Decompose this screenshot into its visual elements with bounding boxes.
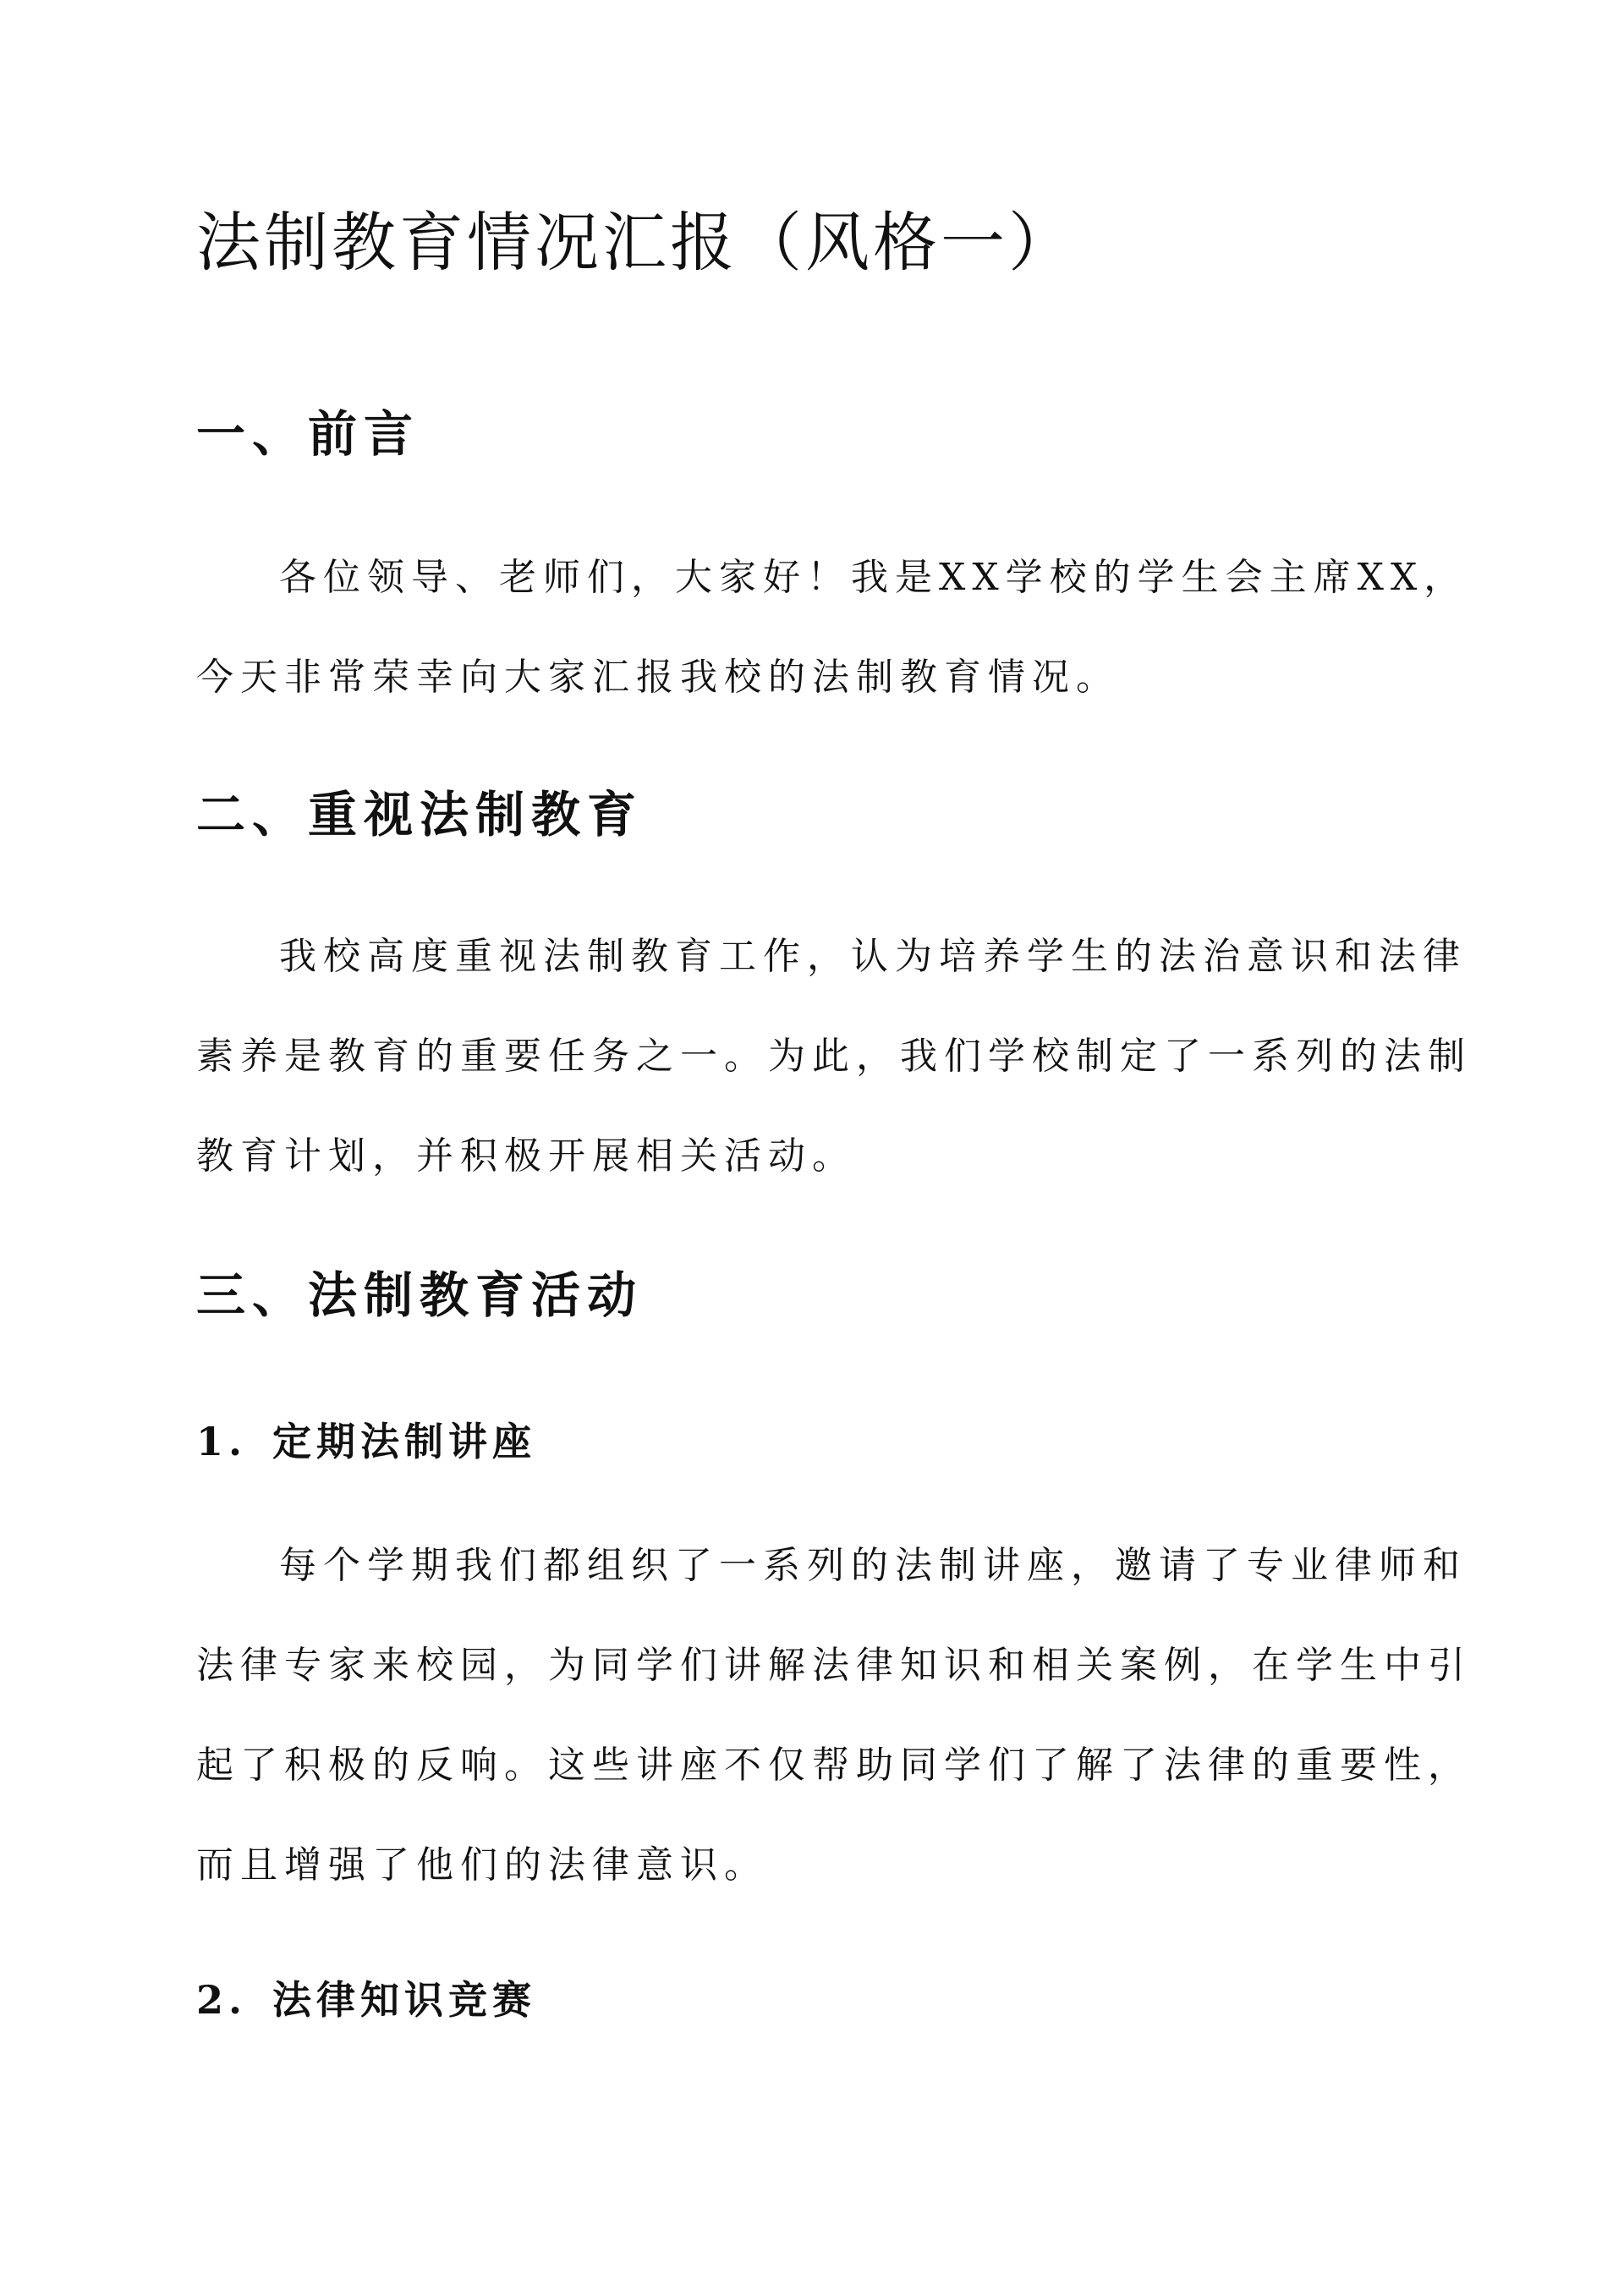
subsection-heading-contest <box>196 1969 536 2025</box>
section-heading-emphasis: 二、重视法制教育 <box>196 786 644 843</box>
paragraph-line: 教育计划，并积极开展相关活动。 <box>196 1134 856 1178</box>
section-heading-activities: 三、法制教育活动 <box>196 1266 644 1324</box>
subsection-number: 2. <box>196 1977 248 2023</box>
section-heading-preface: 一、前言 <box>196 405 420 463</box>
document-title: 法制教育情况汇报（风格一） <box>196 205 1076 280</box>
subsection-title: 定期法制讲座 <box>272 1419 536 1464</box>
subsection-heading-lectures <box>196 1411 536 1467</box>
paragraph-lectures <box>196 1516 1472 1915</box>
paragraph-line: 起了积极的反响。这些讲座不仅帮助同学们了解了法律的重要性， <box>196 1744 1472 1787</box>
paragraph-preface <box>196 528 1468 728</box>
paragraph-line: 法律专家来校园，为同学们讲解法律知识和相关案例，在学生中引 <box>196 1644 1472 1687</box>
paragraph-line: 各位领导、老师们，大家好！我是XX学校的学生会主席XX， <box>279 556 1468 599</box>
paragraph-line: 素养是教育的重要任务之一。为此，我们学校制定了一系列的法制 <box>196 1035 1472 1078</box>
paragraph-line: 我校高度重视法制教育工作，认为培养学生的法治意识和法律 <box>279 935 1467 978</box>
paragraph-line: 今天非常荣幸向大家汇报我校的法制教育情况。 <box>196 656 1120 699</box>
subsection-title: 法律知识竞赛 <box>272 1977 536 2023</box>
paragraph-line: 每个学期我们都组织了一系列的法制讲座，邀请了专业律师和 <box>279 1544 1467 1587</box>
subsection-number: 1. <box>196 1419 248 1464</box>
paragraph-line: 而且增强了他们的法律意识。 <box>196 1843 768 1887</box>
paragraph-emphasis <box>196 907 1472 1206</box>
